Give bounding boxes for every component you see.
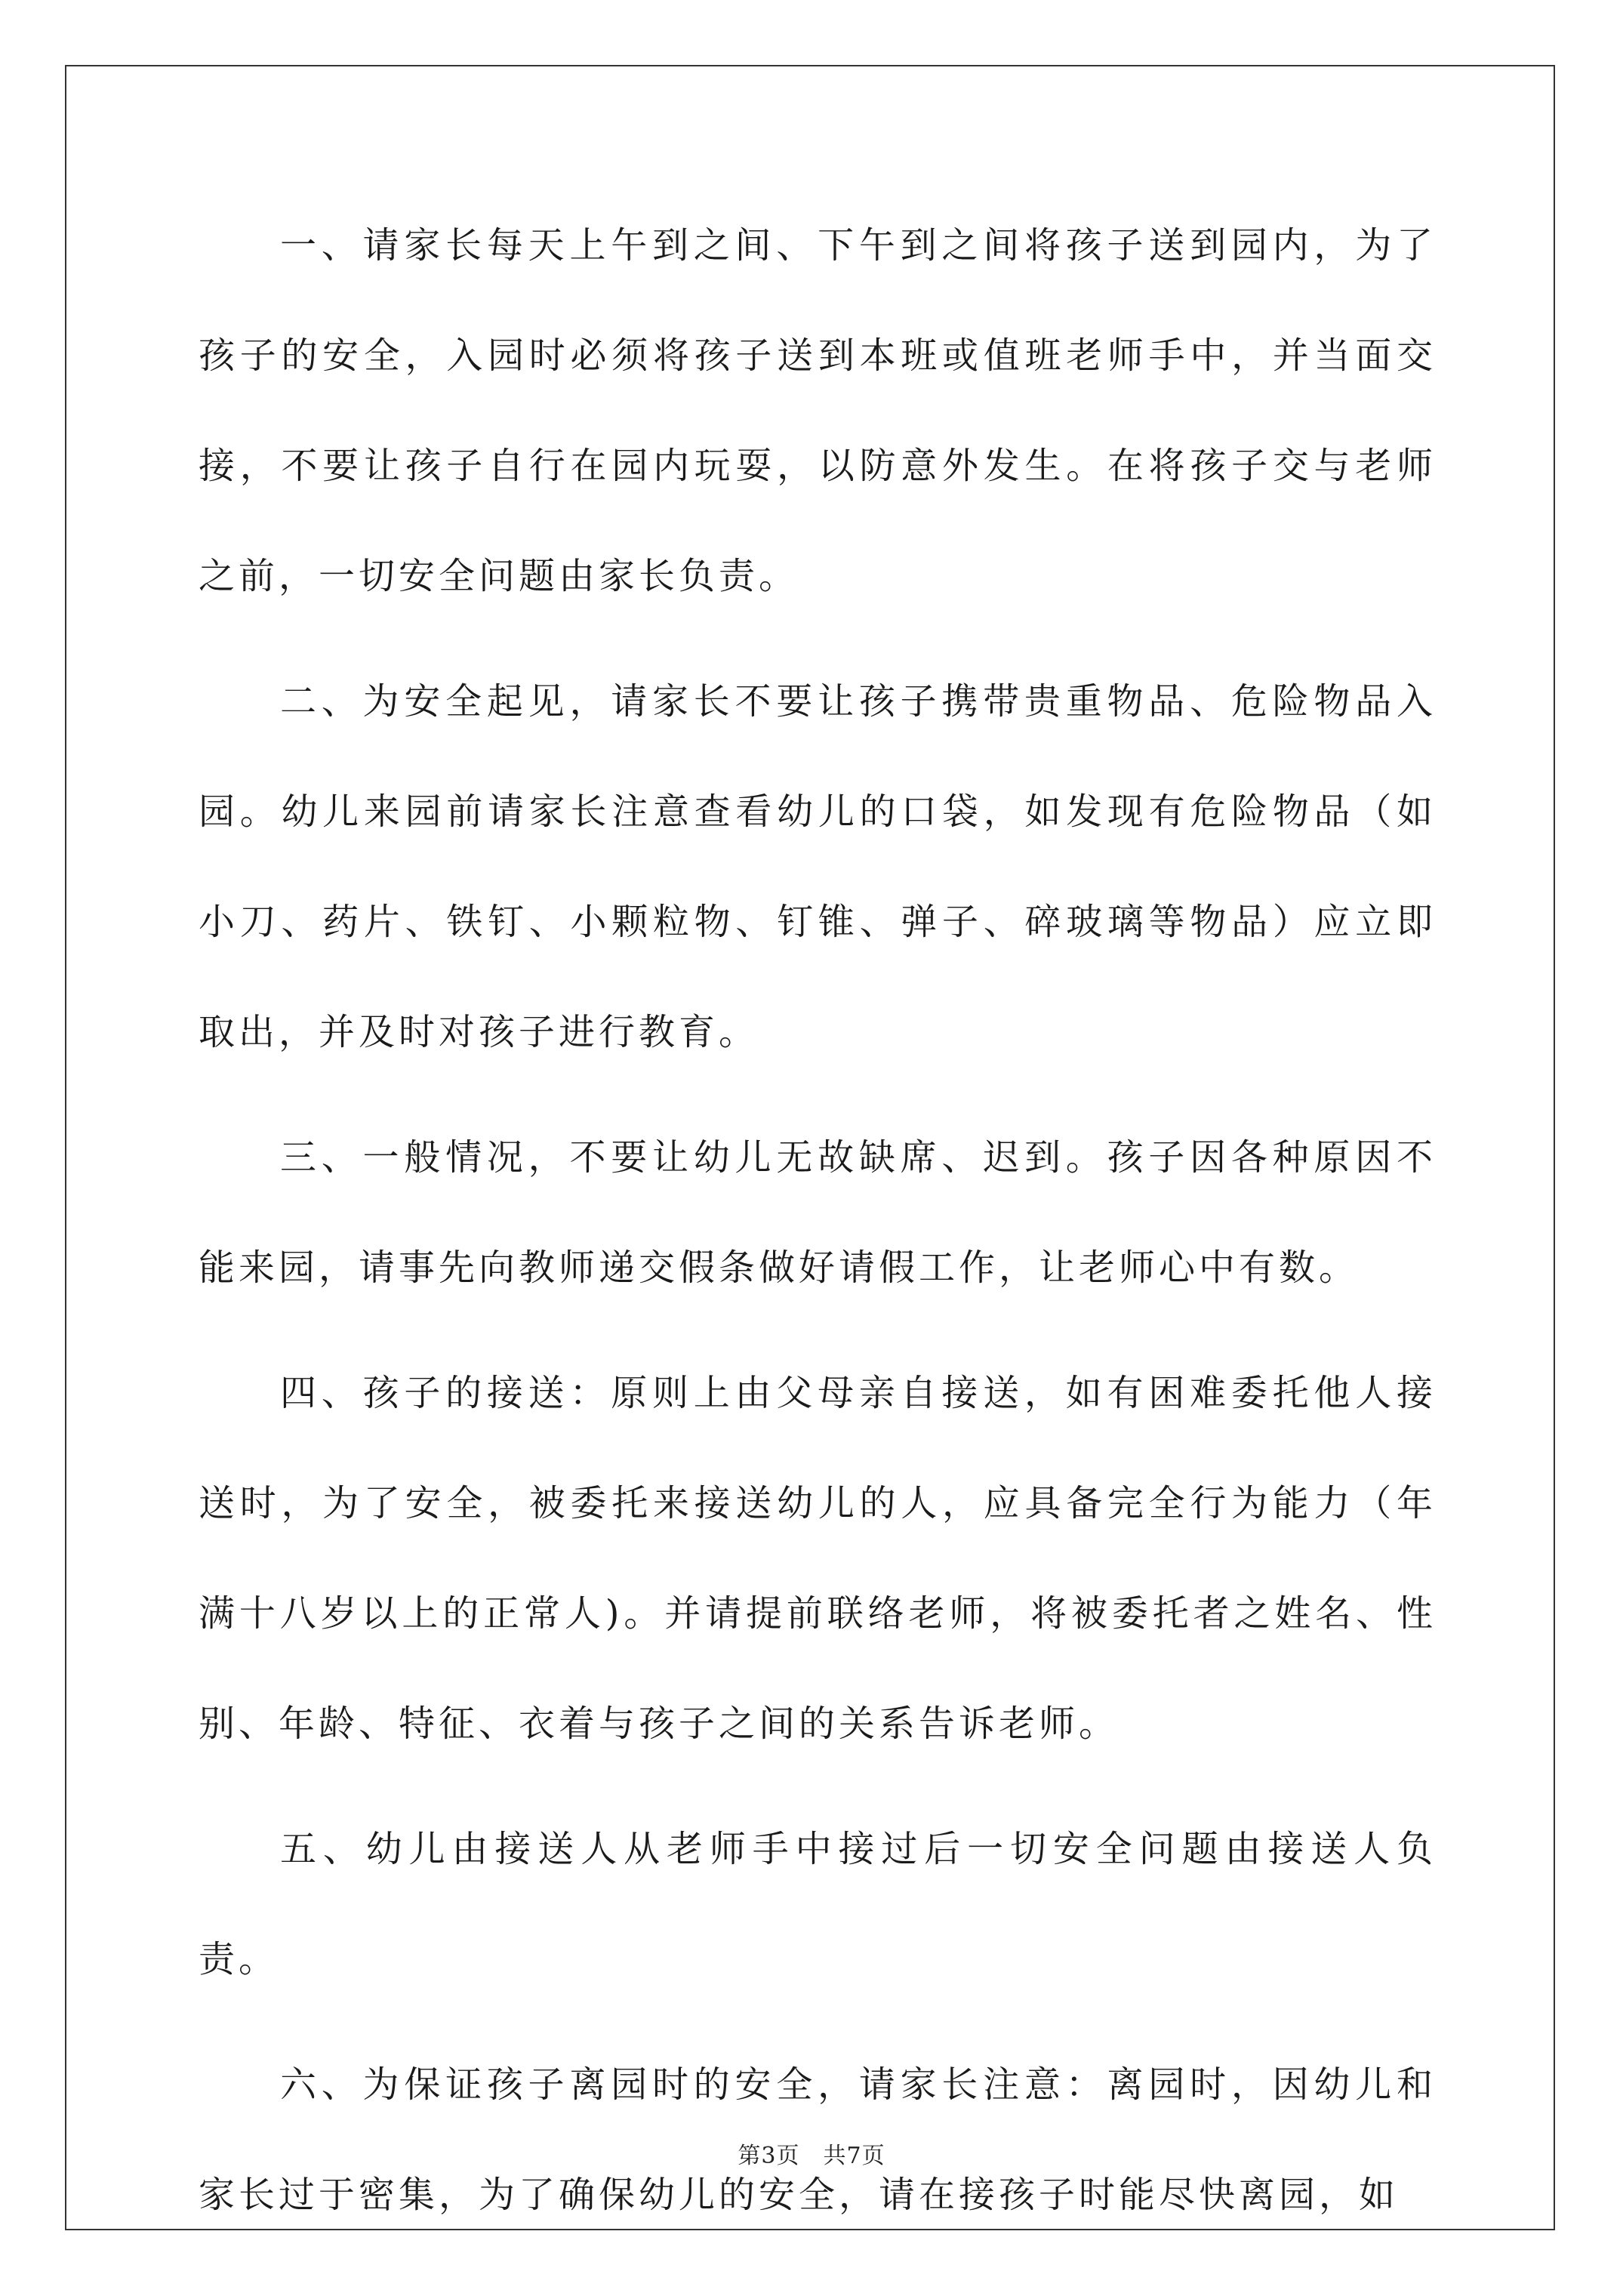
page-number-footer: 第3页 共7页 (738, 2143, 885, 2169)
paragraph-5: 五、幼儿由接送人从老师手中接过后一切安全问题由接送人负责。 (199, 1828, 1437, 1980)
paragraph-1: 一、请家长每天上午到之间、下午到之间将孩子送到园内，为了孩子的安全，入园时必须将孩子送到本班或值班老师手中，并当面交接，不要让孩子自行在园内玩耍，以防意外发生。在将孩子交与老师之前，一切安全问题由家长负责。 (199, 224, 1437, 597)
document-body (199, 190, 1437, 2265)
paragraph-2: 二、为安全起见，请家长不要让孩子携带贵重物品、危险物品入园。幼儿来园前请家长注意查看幼儿的口袋，如发现有危险物品（如小刀、药片、铁钉、小颗粒物、钉锥、弹子、碎玻璃等物品）应立即取出，并及时对孩子进行教育。 (199, 680, 1437, 1053)
paragraph-3: 三、一般情况，不要让幼儿无故缺席、迟到。孩子因各种原因不能来园，请事先向教师递交假条做好请假工作，让老师心中有数。 (199, 1136, 1437, 1289)
paragraph-6: 六、为保证孩子离园时的安全，请家长注意：离园时，因幼儿和家长过于密集，为了确保幼儿的安全，请在接孩子时能尽快离园，如 (199, 2063, 1437, 2216)
paragraph-4: 四、孩子的接送：原则上由父母亲自接送，如有困难委托他人接送时，为了安全，被委托来接送幼儿的人，应具备完全行为能力（年满十八岁以上的正常人)。并请提前联络老师，将被委托者之姓名、性别、年龄、特征、衣着与孩子之间的关系告诉老师。 (199, 1372, 1437, 1745)
